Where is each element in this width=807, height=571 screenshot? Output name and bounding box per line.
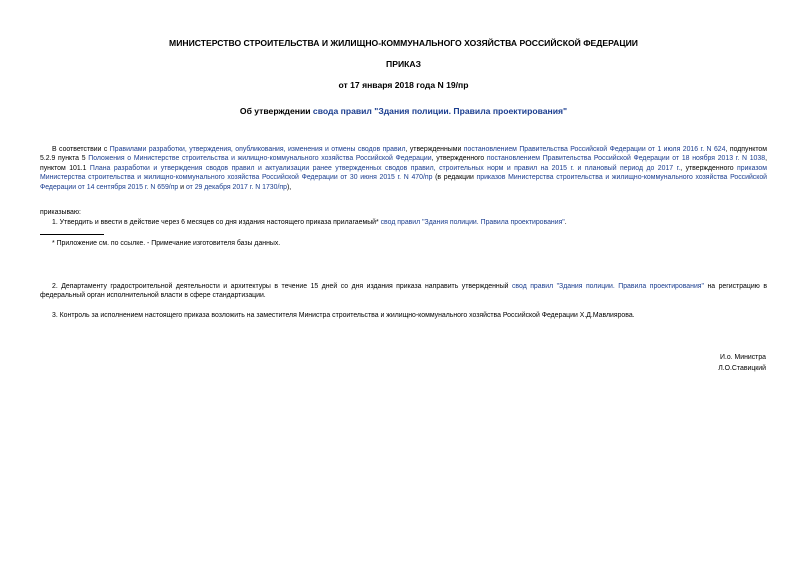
link-order-659[interactable]: приказов Министерства строительства и жилищно-коммунального хозяйства Российской Федерации от 14 сентября 2015 г. N 659/пр bbox=[40, 174, 768, 191]
link-plan[interactable]: Плана разработки и утверждения сводов правил и актуализации ранее утвержденных сводов правил, строительных норм и правил на 2015 г. и плановый период до 2017 г. bbox=[89, 164, 681, 172]
footnote: * Приложение см. по ссылке. - Примечание изготовителя базы данных. bbox=[52, 240, 281, 247]
link-resolution-624[interactable]: постановлением Правительства Российской Федерации от 1 июля 2016 г. N 624 bbox=[463, 146, 726, 153]
signature-position: И.о. Министра bbox=[719, 354, 766, 361]
document-title bbox=[0, 106, 807, 116]
item-3: 3. Контроль за исполнением настоящего приказа возложить на заместителя Министра строительства и жилищно-коммунального хозяйства Российской Федерации Х.Д.Мавлиярова. bbox=[52, 312, 635, 319]
doc-date-heading: от 17 января 2018 года N 19/пр bbox=[338, 80, 469, 90]
link-order-470[interactable]: приказом Министерства строительства и жилищно-коммунального хозяйства Российской Федерации от 30 июня 2015 г. N 470/пр bbox=[40, 164, 768, 182]
item-2: 2. Департаменту градостроительной деятельности и архитектуры в течение 15 дней со дня издания приказа направить утвержденный свод правил "Здания полиции. Правила проектирования" на регистрацию в федеральный орган исполнительной власти в сфере стандартизации. bbox=[40, 283, 767, 300]
item-1: 1. Утвердить и ввести в действие через 6 месяцев со дня издания настоящего приказа прилагаемый* свод правил "Здания полиции. Правила проектирования". bbox=[52, 219, 567, 226]
title-prefix: Об утверждении bbox=[239, 106, 313, 116]
doc-type-heading: ПРИКАЗ bbox=[386, 59, 421, 69]
orders-word: приказываю: bbox=[40, 209, 81, 216]
title-link[interactable]: свода правил "Здания полиции. Правила проектирования" bbox=[312, 106, 568, 116]
ministry-heading: МИНИСТЕРСТВО СТРОИТЕЛЬСТВА И ЖИЛИЩНО-КОММУНАЛЬНОГО ХОЗЯЙСТВА РОССИЙСКОЙ ФЕДЕРАЦИИ bbox=[169, 38, 638, 48]
signature-name: Л.О.Ставицкий bbox=[718, 365, 766, 372]
link-ministry-regulation[interactable]: Положения о Министерстве строительства и жилищно-коммунального хозяйства Российской Федерации bbox=[88, 155, 432, 163]
footnote-separator bbox=[40, 234, 104, 235]
link-rules[interactable]: Правилами разработки, утверждения, опубликования, изменения и отмены сводов правил bbox=[109, 146, 406, 153]
link-resolution-1038[interactable]: постановлением Правительства Российской Федерации от 18 ноября 2013 г. N 1038 bbox=[486, 155, 766, 163]
item-1-link[interactable]: свод правил "Здания полиции. Правила проектирования" bbox=[380, 219, 565, 226]
preamble-paragraph: В соответствии с Правилами разработки, утверждения, опубликования, изменения и отмены сводов правил, утвержденными постановлением Правительства Российской Федерации от 1 июля 2016 г. N 624, подпунктом 5.2.9 пункта 5 Положения о Министерстве строительства и жилищно-коммунального хозяйства Российской Федерации, утвержденного постановлением Правительства Российской Федерации от 18 ноября 2013 г. N 1038, пунктом 101.1 Плана разработки и утверждения сводов правил и актуализации ранее утвержденных сводов правил, строительных норм и правил на 2015 г. и плановый период до 2017 г., утвержденного приказом Министерства строительства и жилищно-коммунального хозяйства Российской Федерации от 30 июня 2015 г. N 470/пр (в редакции приказов Министерства строительства и жилищно-коммунального хозяйства Российской Федерации от 14 сентября 2015 г. N 659/пр и от 29 декабря 2017 г. N 1730/пр), bbox=[40, 146, 768, 191]
item-2-link[interactable]: свод правил "Здания полиции. Правила проектирования" bbox=[511, 283, 704, 290]
link-order-1730[interactable]: от 29 декабря 2017 г. N 1730/пр bbox=[185, 183, 287, 191]
